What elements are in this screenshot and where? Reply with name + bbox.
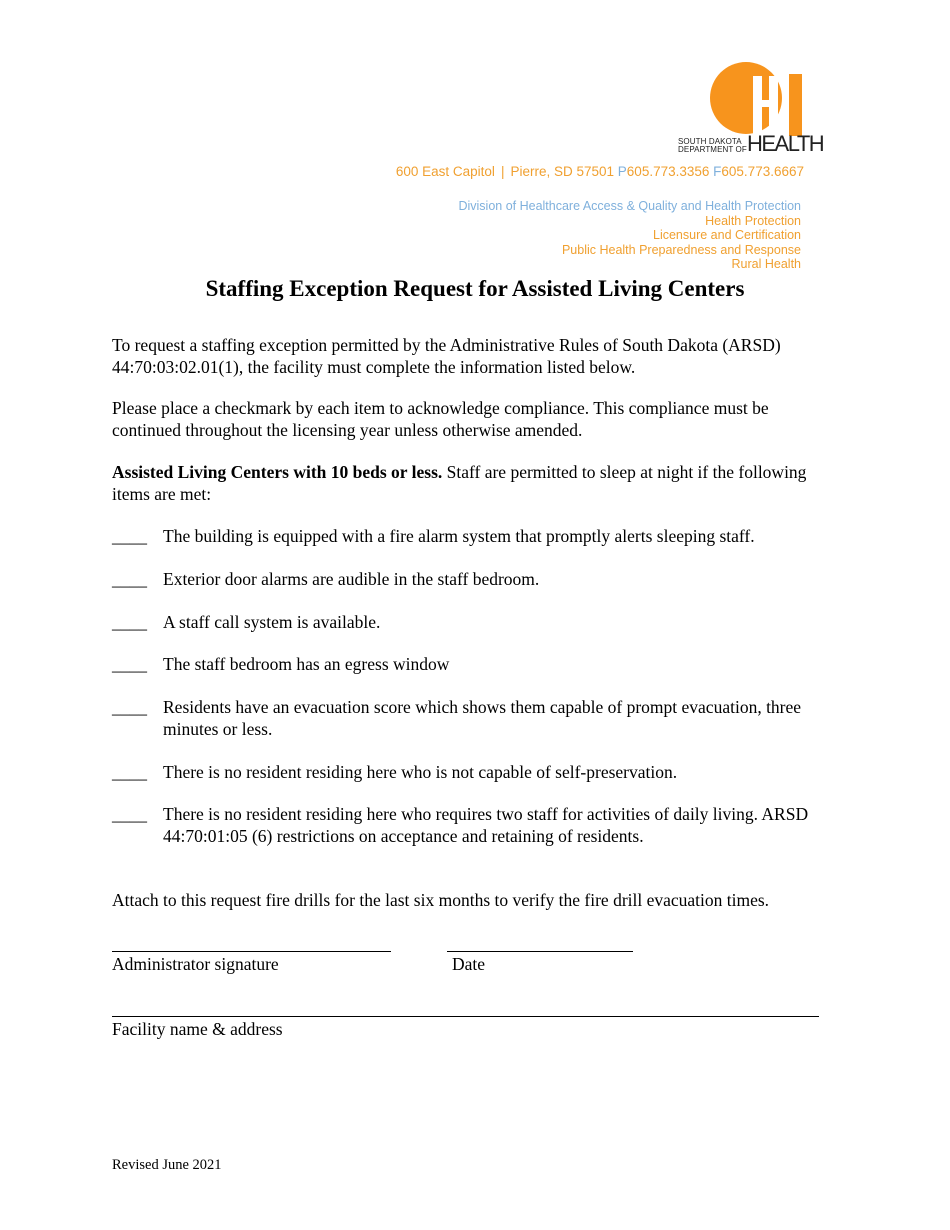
checklist-item-text: There is no resident residing here who is not capable of self-preservation.: [163, 762, 678, 782]
checkmark-blank[interactable]: ____: [112, 804, 147, 824]
revised-date: Revised June 2021: [112, 1157, 222, 1173]
contact-address: [396, 164, 804, 179]
division-item: Licensure and Certification: [653, 228, 801, 242]
division-item: Rural Health: [731, 257, 801, 271]
fax-prefix: F: [713, 164, 722, 179]
phone: 605.773.3356: [626, 164, 710, 179]
facility-label: Facility name & address: [112, 1019, 283, 1039]
logo-health-word: HEALTH: [747, 131, 824, 156]
checkmark-blank[interactable]: ____: [112, 654, 147, 674]
checkmark-blank[interactable]: ____: [112, 526, 147, 546]
logo-small-text: [678, 138, 747, 154]
street: 600 East Capitol: [395, 164, 495, 179]
checkmark-blank[interactable]: ____: [112, 612, 147, 632]
separator: |: [500, 164, 505, 179]
checklist-item-text: The staff bedroom has an egress window: [163, 654, 450, 674]
checklist-item-text: Residents have an evacuation score which shows them capable of prompt evacuation, three minutes or less.: [163, 697, 802, 739]
sd-health-logo: [678, 60, 824, 156]
date-line[interactable]: [447, 951, 633, 952]
section-paragraph: [112, 462, 842, 505]
phone-prefix: P: [617, 164, 627, 179]
facility-line[interactable]: [112, 1016, 819, 1017]
admin-signature-line[interactable]: [112, 951, 391, 952]
logo-department: DEPARTMENT OF: [678, 145, 747, 154]
section-heading: Assisted Living Centers with 10 beds or less.: [112, 462, 443, 482]
checklist-item-text: The building is equipped with a fire alarm system that promptly alerts sleeping staff.: [163, 526, 755, 546]
checkmark-blank[interactable]: ____: [112, 569, 147, 589]
city: Pierre, SD 57501: [510, 164, 615, 179]
attach-note: Attach to this request fire drills for the last six months to verify the fire drill evacuation times.: [112, 890, 770, 910]
date-label: Date: [452, 954, 486, 974]
checklist-item-text: Exterior door alarms are audible in the staff bedroom.: [163, 569, 540, 589]
checklist-item-text: There is no resident residing here who requires two staff for activities of daily living. ARSD 44:70:01:05 (6) restrictions on acceptance and retaining of residents.: [163, 804, 809, 846]
division-item: Health Protection: [705, 213, 801, 228]
division-list: [458, 199, 801, 272]
document-title: Staffing Exception Request for Assisted Living Centers: [205, 276, 745, 301]
division-item: Division of Healthcare Access & Quality and Health Protection: [458, 199, 801, 213]
logo-state: SOUTH DAKOTA: [678, 137, 742, 146]
admin-signature-label: Administrator signature: [112, 954, 279, 974]
fax: 605.773.6667: [721, 164, 804, 179]
checkmark-blank[interactable]: ____: [112, 762, 147, 782]
checklist-item-text: A staff call system is available.: [163, 612, 381, 632]
division-item: Public Health Preparedness and Response: [561, 242, 801, 257]
instructions-paragraph: Please place a checkmark by each item to acknowledge compliance. This compliance must be continued throughout the licensing year unless otherwise amended.: [112, 398, 769, 440]
checkmark-blank[interactable]: ____: [112, 697, 147, 717]
section-text: Staff are permitted to sleep at night if the following items are met:: [112, 462, 807, 504]
intro-paragraph: To request a staffing exception permitted by the Administrative Rules of South Dakota (ARSD) 44:70:03:02.01(1), the facility must complete the information listed below.: [112, 335, 781, 377]
